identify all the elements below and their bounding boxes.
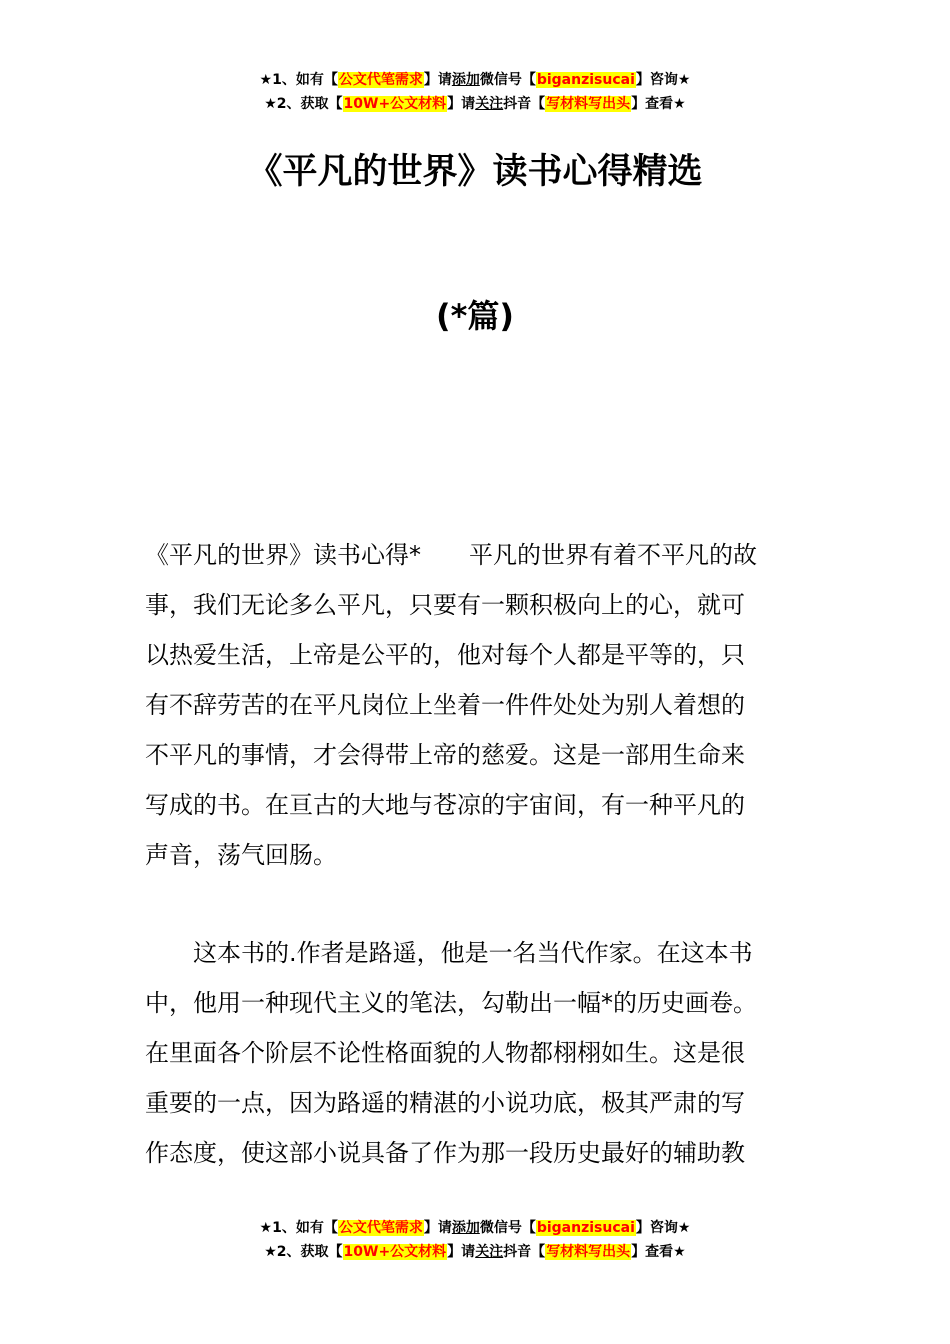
underlined-text: 添加 [451, 1220, 480, 1236]
banner-text: 】咨询★ [635, 72, 691, 88]
banner-text: 】请 [447, 1244, 476, 1260]
banner-text: 】查看★ [631, 96, 686, 112]
document-subtitle: (*篇) [436, 297, 514, 335]
banner-text: 微信号【 [479, 1220, 536, 1236]
highlight-materials: 10W+公文材料 [343, 96, 447, 112]
banner-text: ★1、如有【 [259, 1220, 338, 1236]
banner-text: 抖音【 [503, 96, 546, 112]
banner-text: ★1、如有【 [259, 72, 338, 88]
banner-text: 微信号【 [479, 72, 536, 88]
highlight-service: 公文代笔需求 [338, 72, 423, 88]
document-title: 《平凡的世界》读书心得精选 [247, 152, 703, 192]
highlight-materials: 10W+公文材料 [343, 1244, 447, 1260]
banner-text: ★2、获取【 [264, 1244, 343, 1260]
banner-line-2 [0, 1240, 950, 1264]
highlight-wechat-id: biganzisucai [536, 1220, 635, 1236]
underlined-text: 关注 [475, 1244, 504, 1260]
underlined-text: 添加 [451, 72, 480, 88]
banner-line-2 [0, 92, 950, 116]
banner-text: ★2、获取【 [264, 96, 343, 112]
highlight-douyin: 写材料写出头 [546, 1244, 631, 1260]
footer-banner [0, 1216, 950, 1264]
banner-text: 】请 [423, 1220, 452, 1236]
highlight-wechat-id: biganzisucai [536, 72, 635, 88]
header-banner [0, 68, 950, 116]
banner-text: 】咨询★ [635, 1220, 691, 1236]
highlight-douyin: 写材料写出头 [546, 96, 631, 112]
body-paragraph-2: 这本书的.作者是路遥，他是一名当代作家。在这本书 中，他用一种现代主义的笔法，勾勒出一幅*的历史画卷。 在里面各个阶层不论性格面貌的人物都栩栩如生。这是很 重要的一点，因为路遥的精湛的小说功底，极其严肃的写 作态度，使这部小说具备了作为那一段历史最好的辅助教 [145, 939, 757, 1167]
banner-text: 】请 [423, 72, 452, 88]
highlight-service: 公文代笔需求 [338, 1220, 423, 1236]
banner-text: 抖音【 [503, 1244, 546, 1260]
body-paragraph-1: 《平凡的世界》读书心得* 平凡的世界有着不平凡的故 事，我们无论多么平凡，只要有一颗积极向上的心，就可 以热爱生活，上帝是公平的，他对每个人都是平等的，只 有不辞劳苦的在平凡岗位上坐着一件件处处为别人着想的 不平凡的事情，才会得带上帝的慈爱。这是一部用生命来 写成的书。在亘古的大地与苍凉的宇宙间，有一种平凡的 声音，荡气回肠。 [145, 541, 757, 869]
banner-text: 】查看★ [631, 1244, 686, 1260]
banner-line-1 [0, 1216, 950, 1240]
underlined-text: 关注 [475, 96, 504, 112]
banner-line-1 [0, 68, 950, 92]
banner-text: 】请 [447, 96, 476, 112]
